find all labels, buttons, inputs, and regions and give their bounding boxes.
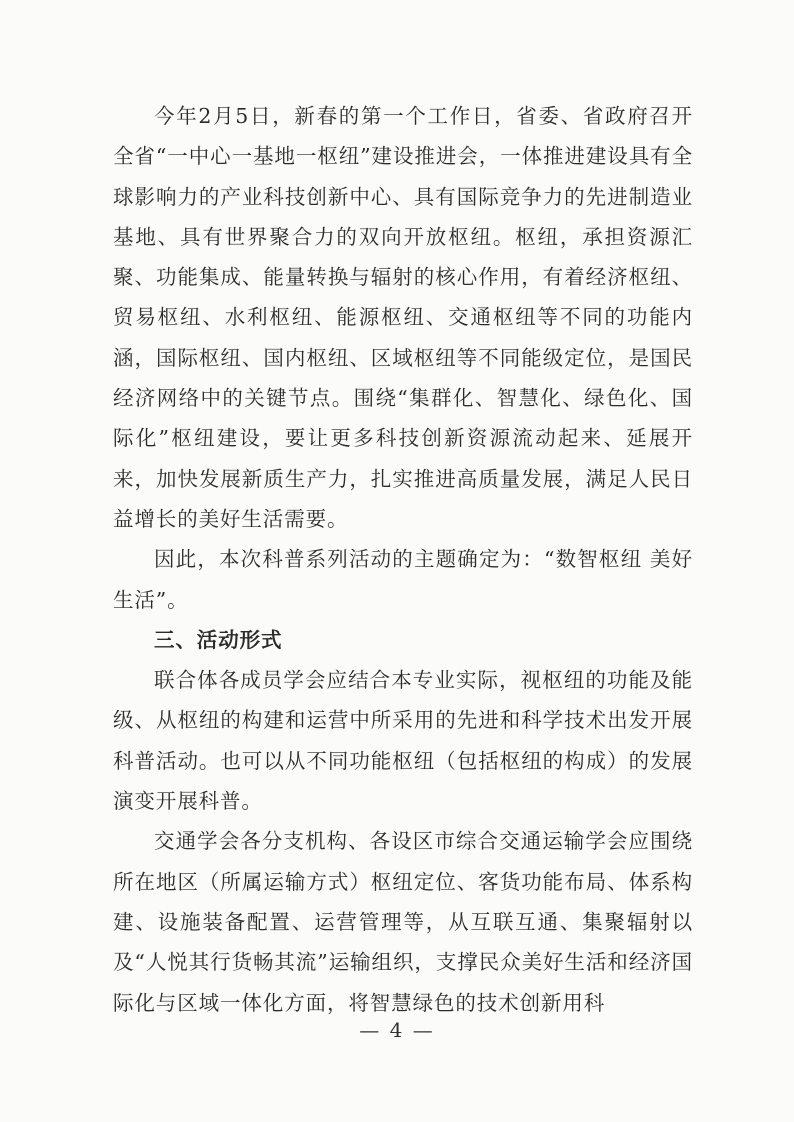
page-number: — 4 — [359, 1018, 435, 1042]
paragraph-conference-background: 今年2月5日，新春的第一个工作日，省委、省政府召开全省“一中心一基地一枢纽”建设推进会，一体推进建设具有全球影响力的产业科技创新中心、具有国际竞争力的先进制造业基地、具有世界聚合力的双向开放枢纽。枢纽，承担资源汇聚、功能集成、能量转换与辐射的核心作用，有着经济枢纽、贸易枢纽、水利枢纽、能源枢纽、交通枢纽等不同的功能内涵，国际枢纽、国内枢纽、区域枢纽等不同能级定位，是国民经济网络中的关键节点。围绕“集群化、智慧化、绿色化、国际化”枢纽建设，要让更多科技创新资源流动起来、延展开来，加快发展新质生产力，扎实推进高质量发展，满足人民日益增长的美好生活需要。 [113, 104, 693, 531]
paragraph-activity-theme: 因此，本次科普系列活动的主题确定为：“数智枢纽 美好生活”。 [113, 547, 693, 612]
document-body [113, 96, 693, 1023]
section-heading-activity-format: 三、活动形式 [154, 627, 283, 652]
paragraph-member-societies: 联合体各成员学会应结合本专业实际，视枢纽的功能及能级、从枢纽的构建和运营中所采用的先进和科学技术出发开展科普活动。也可以从不同功能枢纽（包括枢纽的构成）的发展演变开展科普。 [113, 668, 693, 814]
paragraph-transport-society: 交通学会各分支机构、各设区市综合交通运输学会应围绕所在地区（所属运输方式）枢纽定位、客货功能布局、体系构建、设施装备配置、运营管理等，从互联互通、集聚辐射以及“人悦其行货畅其流”运输组织，支撑民众美好生活和经济国际化与区域一体化方面，将智慧绿色的技术创新用科 [113, 829, 693, 1015]
